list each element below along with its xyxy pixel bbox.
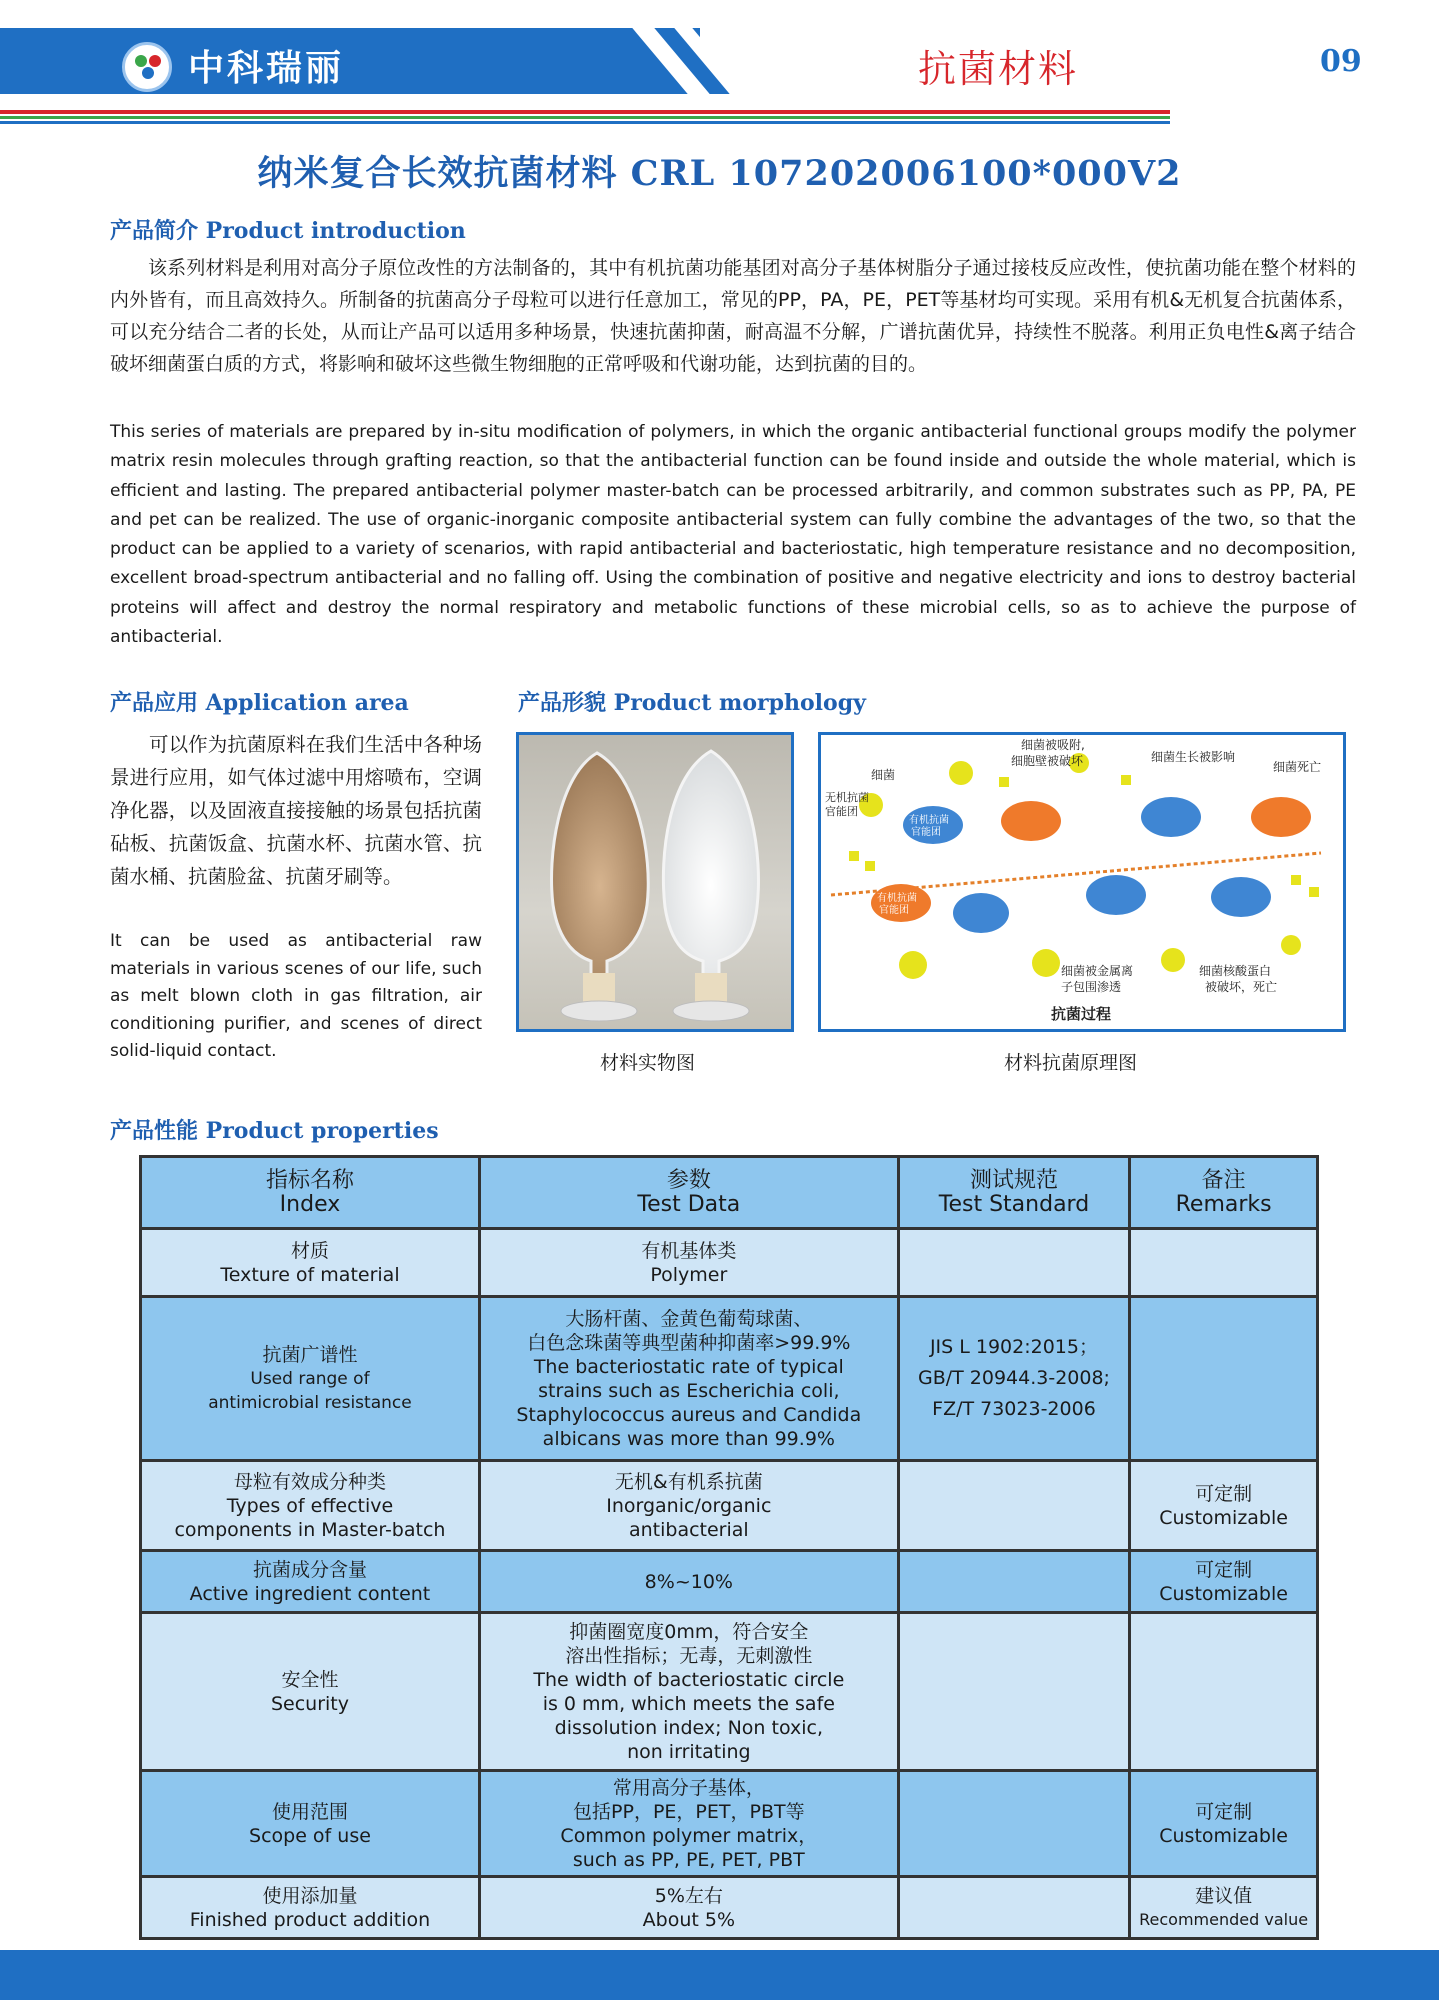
svg-text:细菌: 细菌 <box>871 768 896 782</box>
material-photo <box>516 732 794 1032</box>
intro-text-cn: 该系列材料是利用对高分子原位改性的方法制备的，其中有机抗菌功能基团对高分子基体树脂分子通过接枝反应改性，使抗菌功能在整个材料的内外皆有，而且高效持久。所制备的抗菌高分子母粒可以进行任意加工，常见的PP，PA，PE，PET等基材均可实现。采用有机&无机复合抗菌体系，可以充分结合二者的长处，从而让产品可以适用多种场景，快速抗菌抑菌，耐高温不分解，广谱抗菌优异，持续性不脱落。利用正负电性&离子结合破坏细菌蛋白质的方式，将影响和破坏这些微生物细胞的正常呼吸和代谢功能，达到抗菌的目的。 <box>110 257 1356 375</box>
svg-text:细菌被吸附,: 细菌被吸附, <box>1021 738 1085 752</box>
svg-text:无机抗菌: 无机抗菌 <box>825 791 869 804</box>
svg-text:有机抗菌: 有机抗菌 <box>877 893 917 904</box>
photo-caption: 材料实物图 <box>600 1052 696 1074</box>
svg-text:被破坏，死亡: 被破坏，死亡 <box>1205 980 1278 994</box>
svg-text:有机抗菌: 有机抗菌 <box>909 815 949 826</box>
table-row: 材质 Texture of material 有机基体类 Polymer <box>141 1229 1318 1297</box>
svg-text:细胞壁被破坏: 细胞壁被破坏 <box>1011 754 1084 768</box>
svg-text:官能团: 官能团 <box>879 905 909 916</box>
svg-text:子包围渗透: 子包围渗透 <box>1061 980 1122 994</box>
footer-band <box>0 1950 1439 2000</box>
svg-text:细菌生长被影响: 细菌生长被影响 <box>1151 750 1236 764</box>
svg-text:官能团: 官能团 <box>911 827 941 838</box>
diagram-caption: 材料抗菌原理图 <box>1004 1052 1138 1074</box>
column-header-index: 指标名称 Index <box>141 1157 480 1229</box>
table-row: 安全性 Security 抑菌圈宽度0mm，符合安全 溶出性指标；无毒，无刺激性 The width of bacteriostatic circle is 0 mm, which meets the safe dissolution index; Non toxic, non irritating <box>141 1613 1318 1771</box>
column-header-remarks: 备注 Remarks <box>1130 1157 1318 1229</box>
svg-text:细菌被金属离: 细菌被金属离 <box>1061 964 1134 978</box>
application-heading: 产品应用 Application area <box>110 690 409 716</box>
morphology-heading: 产品形貌 Product morphology <box>518 690 866 716</box>
table-row: 使用添加量 Finished product addition 5%左右 About 5% 建议值 Recommended value <box>141 1877 1318 1939</box>
svg-text:细菌死亡: 细菌死亡 <box>1273 760 1322 774</box>
brand-logo-icon <box>122 42 172 92</box>
header-rule-gap <box>1170 110 1439 124</box>
table-row: 使用范围 Scope of use 常用高分子基体， 包括PP，PE，PET，PBT等 Common polymer matrix， such as PP, PE, PET, PBT 可定制 Customizable <box>141 1771 1318 1877</box>
intro-text-en: This series of materials are prepared by in-situ modification of polymers, in which the organic antibacterial functional groups modify the polymer matrix resin molecules through grafting reaction, so that the antibacterial function can be found inside and outside the whole material, which is efficient and lasting. The prepared antibacterial polymer master-batch can be processed arbitrarily, and common substrates such as PP, PA, PE and pet can be realized. The use of organic-inorganic composite antibacterial system can fully combine the advantages of the two, so that the product can be applied to a variety of scenarios, with rapid antibacterial and bacteriostatic, high temperature resistance and no decomposition, excellent broad-spectrum antibacterial and no falling off. Using the combination of positive and negative electricity and ions to destroy bacterial proteins will affect and destroy the normal respiratory and metabolic functions of these microbial cells, so as to achieve the purpose of antibacterial. <box>110 422 1356 648</box>
svg-text:官能团: 官能团 <box>825 805 858 818</box>
svg-text:细菌核酸蛋白: 细菌核酸蛋白 <box>1199 964 1272 978</box>
application-text-en: It can be used as antibacterial raw materials in various scenes of our life, such as melt blown cloth in gas filtration, air conditioning purifier, and scenes of direct solid-liquid contact. <box>110 931 482 1061</box>
principle-illustration <box>821 735 1343 1029</box>
material-flasks-image <box>519 735 791 1029</box>
table-header-row <box>141 1157 1318 1229</box>
table-row: 母粒有效成分种类 Types of effective components in Master-batch 无机&有机系抗菌 Inorganic/organic antibacterial 可定制 Customizable <box>141 1461 1318 1551</box>
table-row: 抗菌广谱性 Used range of antimicrobial resistance 大肠杆菌、金黄色葡萄球菌、 白色念珠菌等典型菌种抑菌率>99.9% The bacteriostatic rate of typical strains such as Escherichia coli, Staphylococcus aureus and Candida albicans was more than 99.9% JIS L 1902:2015； GB/T 20944.3-2008; FZ/T 73023-2006 <box>141 1297 1318 1461</box>
column-header-test-standard: 测试规范 Test Standard <box>898 1157 1130 1229</box>
table-row: 抗菌成分含量 Active ingredient content 8%~10% 可定制 Customizable <box>141 1551 1318 1613</box>
column-header-test-data: 参数 Test Data <box>479 1157 898 1229</box>
svg-text:抗菌过程: 抗菌过程 <box>1051 1005 1112 1023</box>
brand-name: 中科瑞丽 <box>188 47 345 89</box>
antibacterial-principle-diagram <box>818 732 1346 1032</box>
application-text-cn: 可以作为抗菌原料在我们生活中各种场景进行应用，如气体过滤中用熔喷布，空调净化器，以及固液直接接触的场景包括抗菌砧板、抗菌饭盒、抗菌水杯、抗菌水管、抗菌水桶、抗菌脸盆、抗菌牙刷等。 <box>110 733 482 888</box>
product-title: 纳米复合长效抗菌材料 CRL 107202006100*000V2 <box>257 153 1182 194</box>
properties-heading: 产品性能 Product properties <box>110 1118 439 1144</box>
intro-heading: 产品简介 Product introduction <box>110 218 466 244</box>
header-band <box>0 28 700 94</box>
section-title: 抗菌材料 <box>918 47 1079 91</box>
properties-table <box>139 1155 1319 1940</box>
page-number: 09 <box>1320 44 1362 79</box>
